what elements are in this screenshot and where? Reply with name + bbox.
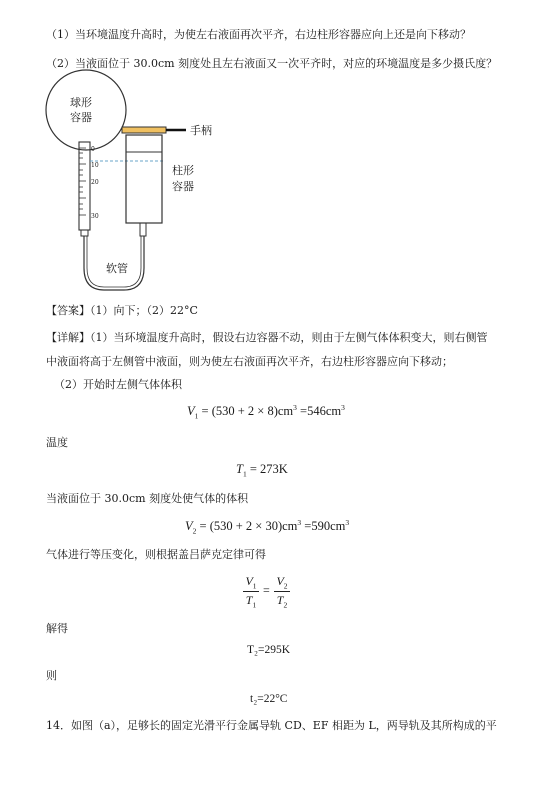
scale-label-10: 10 [91, 162, 99, 169]
handle-ring [122, 127, 166, 133]
answer-line [46, 304, 198, 318]
answer-text: （1）向下；（2）22°C [90, 304, 198, 317]
explanation-label: 【详解】 [46, 331, 90, 344]
explanation-line-2: 中液面将高于左侧管中液面，则为使左右液面再次平齐，右边柱形容器应向下移动； [46, 355, 453, 368]
scale-label-30: 30 [91, 213, 99, 220]
gas-law-line: 气体进行等压变化，则根据盖吕萨克定律可得 [46, 548, 266, 561]
left-tube [79, 142, 90, 230]
equation-v1: $V_1 = (530 + 2 \times 8)cm^3 =546cm^3$ [187, 403, 345, 421]
sphere-label-2: 容器 [70, 111, 92, 124]
cylinder-label-1: 柱形 [172, 164, 194, 177]
celsius-result: t₂=22°C [250, 693, 288, 705]
left-connector [81, 230, 88, 236]
question-part-2: （2）当液面位于 30.0cm 刻度处且左右液面又一次平齐时，对应的环境温度是多少摄氏度？ [46, 57, 498, 70]
question-part-1: （1）当环境温度升高时，为使左右液面再次平齐，右边柱形容器应向上还是向下移动？ [46, 28, 471, 41]
answer-label: 【答案】 [46, 304, 90, 317]
sphere-label-1: 球形 [70, 96, 92, 109]
gas-law-fraction: $V_1$ $T_1$ = $V_2$ $T_2$ [243, 574, 303, 614]
equation-v2: $V_2 = (530 + 2 \times 30)cm^3 =590cm^3$ [185, 518, 350, 536]
equation-t1: $T_1 = 273K$ [236, 462, 288, 479]
cylinder-container [126, 135, 162, 223]
hose-label: 软管 [106, 262, 128, 275]
tube-scale [79, 148, 86, 215]
explanation-line-30cm: 当液面位于 30.0cm 刻度处使气体的体积 [46, 492, 249, 505]
sphere-container [46, 70, 126, 150]
handle-label: 手柄 [190, 124, 212, 137]
cylinder-neck [140, 223, 146, 236]
explanation-line-1: 【详解】（1）当环境温度升高时，假设右边容器不动，则由于左侧气体体积变大，则右侧管 [46, 331, 488, 344]
next-question: 14．如图（a），足够长的固定光滑平行金属导轨 CD、EF 相距为 L，两导轨及其所构成的平 [46, 719, 497, 732]
temperature-label: 温度 [46, 436, 68, 449]
scale-label-20: 20 [91, 179, 99, 186]
cylinder-label-2: 容器 [172, 180, 194, 193]
solve-label: 解得 [46, 622, 68, 635]
then-label: 则 [46, 669, 57, 682]
scale-label-0: 0 [91, 146, 95, 153]
explanation-line-3: （2）开始时左侧气体体积 [54, 378, 182, 391]
t2-result: T₂=295K [247, 644, 291, 656]
